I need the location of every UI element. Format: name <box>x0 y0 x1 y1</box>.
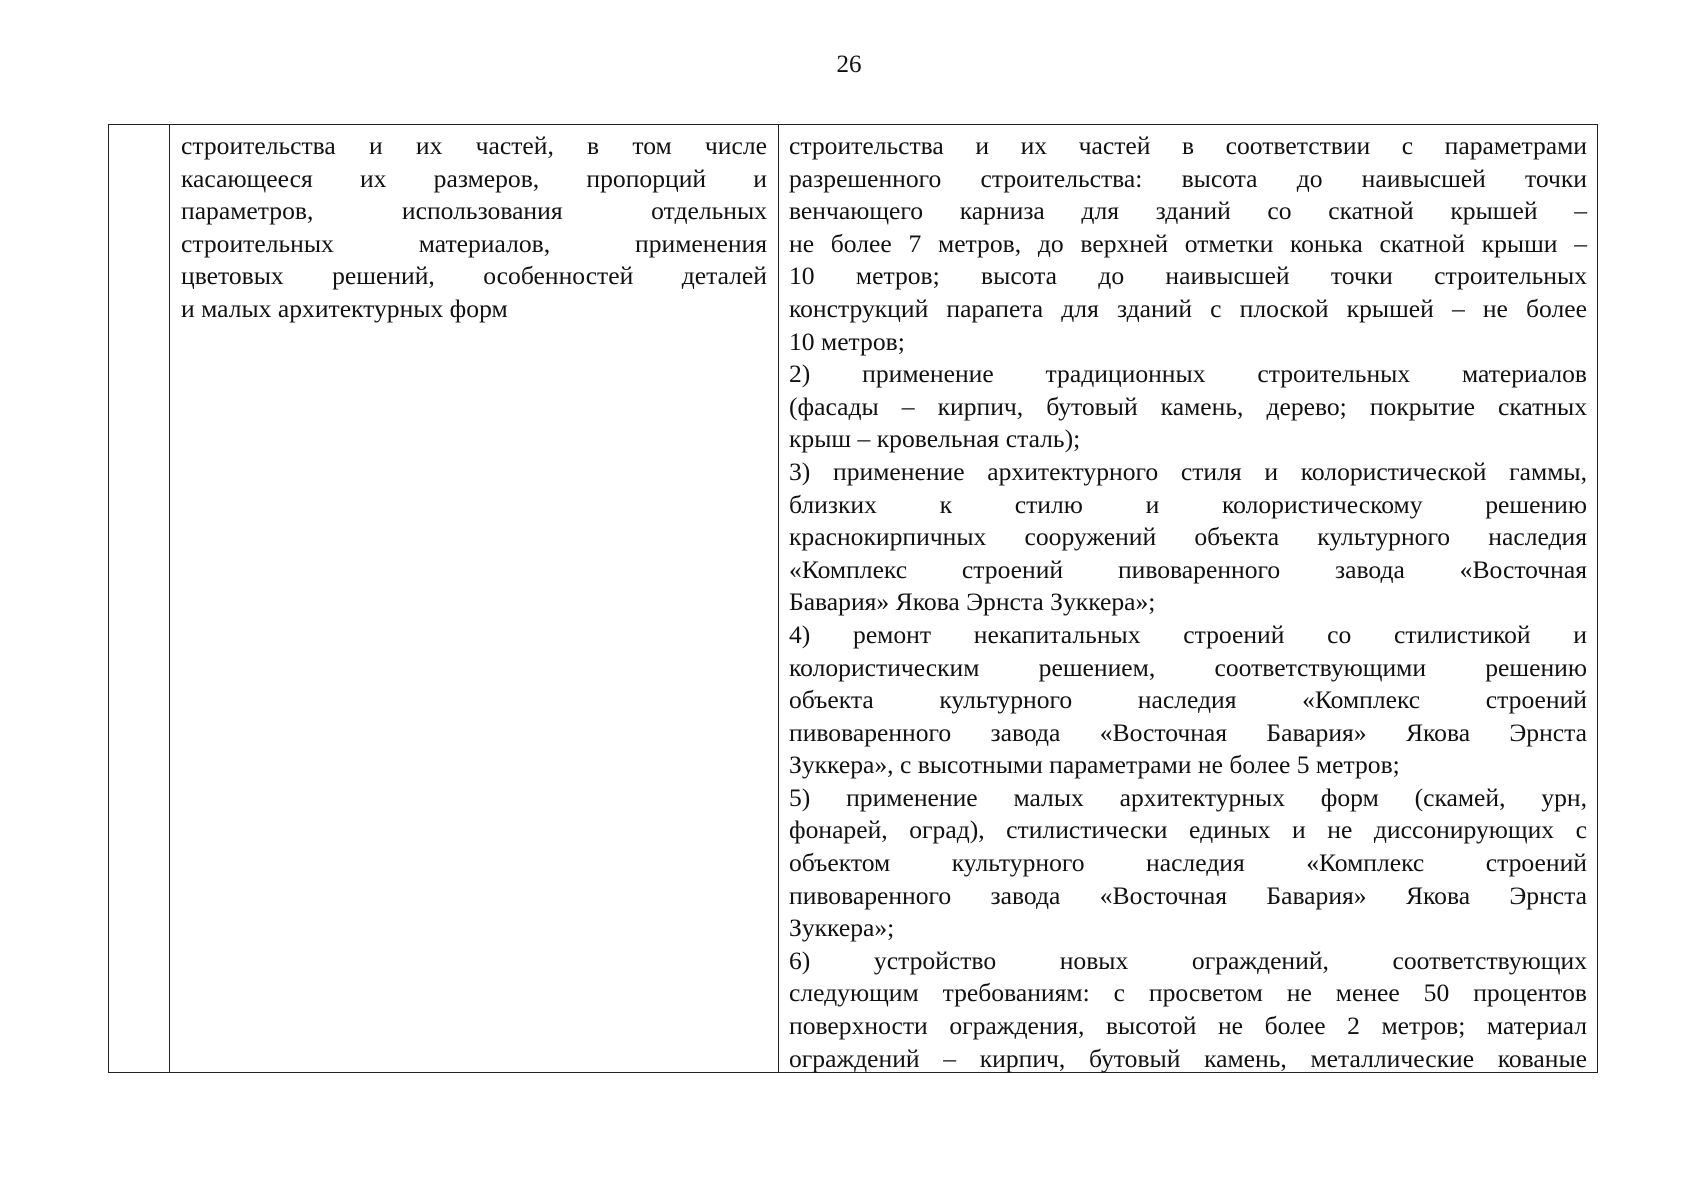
subject-line: строительных материалов, применения <box>181 228 767 258</box>
requirement-line: не более 7 метров, до верхней отметки конька скатной крыши – <box>789 228 1587 258</box>
requirement-line: 10 метров; высота до наивысшей точки строительных <box>789 261 1587 291</box>
requirement-line: строительства и их частей в соответствии с параметрами <box>789 131 1587 160</box>
requirement-line: Бавария» Якова Эрнста Зуккера»; <box>789 587 1156 617</box>
subject-line: параметров, использования отдельных <box>181 196 767 226</box>
requirement-line: Зуккера», с высотными параметрами не более 5 метров; <box>789 750 1400 780</box>
requirement-paragraph <box>789 456 1587 619</box>
requirement-line: фонарей, оград), стилистически единых и не диссонирующих с <box>789 815 1587 845</box>
requirement-line: пивоваренного завода «Восточная Бавария» Якова Эрнста <box>789 717 1587 747</box>
requirement-line: (фасады – кирпич, бутовый камень, дерево; покрытие скатных <box>789 391 1587 421</box>
subject-line: строительства и их частей, в том числе <box>181 131 767 160</box>
subject-line: касающееся их размеров, пропорций и <box>181 163 767 193</box>
requirement-paragraph <box>789 782 1587 945</box>
requirement-line: крыш – кровельная сталь); <box>789 424 1081 454</box>
requirement-line: ограждений – кирпич, бутовый камень, металлические кованые <box>789 1043 1587 1073</box>
requirement-line: следующим требованиям: с просветом не менее 50 процентов <box>789 978 1587 1008</box>
requirement-paragraph <box>789 619 1587 782</box>
requirement-line: 6) устройство новых ограждений, соответствующих <box>789 945 1587 975</box>
requirement-line: пивоваренного завода «Восточная Бавария» Якова Эрнста <box>789 880 1587 910</box>
regulations-table <box>108 124 1598 1073</box>
subject-text <box>181 130 767 326</box>
requirement-text <box>789 130 1587 1075</box>
requirement-line: объектом культурного наследия «Комплекс строений <box>789 848 1587 878</box>
subject-line: и малых архитектурных форм <box>181 293 508 323</box>
requirement-line: краснокирпичных сооружений объекта культурного наследия <box>789 522 1587 552</box>
requirement-line: 5) применение малых архитектурных форм (скамей, урн, <box>789 782 1587 812</box>
subject-line: цветовых решений, особенностей деталей <box>181 261 767 291</box>
requirement-line: «Комплекс строений пивоваренного завода «Восточная <box>789 554 1587 584</box>
requirement-line: близких к стилю и колористическому решению <box>789 489 1587 519</box>
requirement-cell <box>779 125 1597 1072</box>
subject-cell <box>170 125 779 1072</box>
requirement-line: 2) применение традиционных строительных материалов <box>789 359 1587 389</box>
requirement-line: 4) ремонт некапитальных строений со стилистикой и <box>789 619 1587 649</box>
page-number: 26 <box>836 51 862 78</box>
requirement-line: Зуккера»; <box>789 913 895 943</box>
requirement-line: колористическим решением, соответствующими решению <box>789 652 1587 682</box>
requirement-line: разрешенного строительства: высота до наивысшей точки <box>789 163 1587 193</box>
requirement-line: поверхности ограждения, высотой не более 2 метров; материал <box>789 1011 1587 1041</box>
row-number-cell <box>109 125 170 1072</box>
requirement-line: объекта культурного наследия «Комплекс строений <box>789 685 1587 715</box>
requirement-line: венчающего карниза для зданий со скатной крышей – <box>789 196 1587 226</box>
requirement-line: конструкций парапета для зданий с плоской крышей – не более <box>789 293 1587 323</box>
requirement-paragraph <box>789 945 1587 1075</box>
requirement-line: 10 метров; <box>789 326 905 356</box>
requirement-line: 3) применение архитектурного стиля и колористической гаммы, <box>789 456 1587 486</box>
requirement-paragraph <box>789 130 1587 358</box>
requirement-paragraph <box>789 358 1587 456</box>
